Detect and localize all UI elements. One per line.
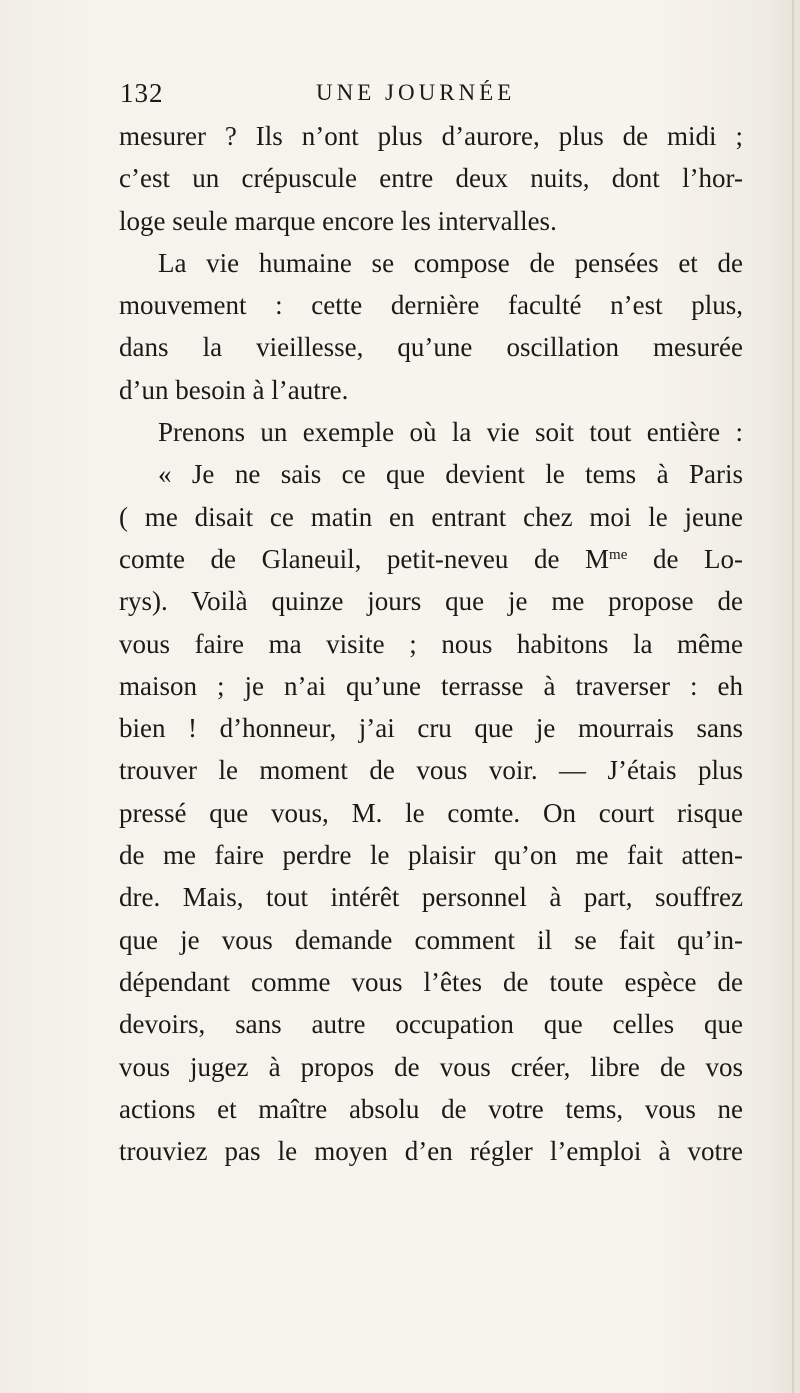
text-line: que je vous demande comment il se fait qu’in- <box>119 924 743 955</box>
running-head <box>120 78 720 114</box>
superscript-abbreviation: me <box>609 546 628 563</box>
page-edge <box>794 0 800 1393</box>
text-line: bien ! d’honneur, j’ai cru que je mourrais sans <box>119 713 743 744</box>
text-line: mouvement : cette dernière faculté n’est plus, <box>119 290 743 321</box>
text-line: dans la vieillesse, qu’une oscillation mesurée <box>119 332 743 363</box>
text-line: maison ; je n’ai qu’une terrasse à traverser : eh <box>119 670 743 701</box>
page-number: 132 <box>120 78 164 108</box>
text-line: dre. Mais, tout intérêt personnel à part, souffrez <box>119 882 743 913</box>
text-line: La vie humaine se compose de pensées et de <box>158 247 743 278</box>
text-line: trouviez pas le moyen d’en régler l’emploi à votre <box>119 1136 743 1167</box>
text-segment: de Lo- <box>627 543 743 574</box>
text-line: mesurer ? Ils n’ont plus d’aurore, plus de midi ; <box>119 121 743 151</box>
text-line: ( me disait ce matin en entrant chez moi le jeune <box>119 501 743 532</box>
running-title: UNE JOURNÉE <box>316 80 516 105</box>
text-line: pressé que vous, M. le comte. On court risque <box>119 797 743 828</box>
text-line: loge seule marque encore les intervalles. <box>119 205 557 236</box>
text-line: trouver le moment de vous voir. — J’étais plus <box>119 755 743 786</box>
text-line: rys). Voilà quinze jours que je me propose de <box>119 586 743 617</box>
text-line: vous faire ma visite ; nous habitons la même <box>119 628 743 659</box>
text-line: vous jugez à propos de vous créer, libre de vos <box>119 1051 743 1082</box>
text-segment: comte de Glaneuil, petit-neveu de M <box>119 543 610 574</box>
text-line: Prenons un exemple où la vie soit tout entière : <box>158 417 743 448</box>
text-line: dépendant comme vous l’êtes de toute espèce de <box>119 966 743 997</box>
text-line: actions et maître absolu de votre tems, vous ne <box>119 1093 743 1124</box>
text-line: c’est un crépuscule entre deux nuits, dont l’hor- <box>119 163 743 194</box>
page-edge-line <box>792 0 794 1393</box>
text-line: devoirs, sans autre occupation que celles que <box>119 1009 743 1040</box>
text-line <box>119 538 743 580</box>
text-line: d’un besoin à l’autre. <box>119 374 349 405</box>
text-line: de me faire perdre le plaisir qu’on me fait atten- <box>119 840 743 871</box>
body-text <box>119 115 743 1172</box>
text-line: « Je ne sais ce que devient le tems à Paris <box>158 459 743 490</box>
